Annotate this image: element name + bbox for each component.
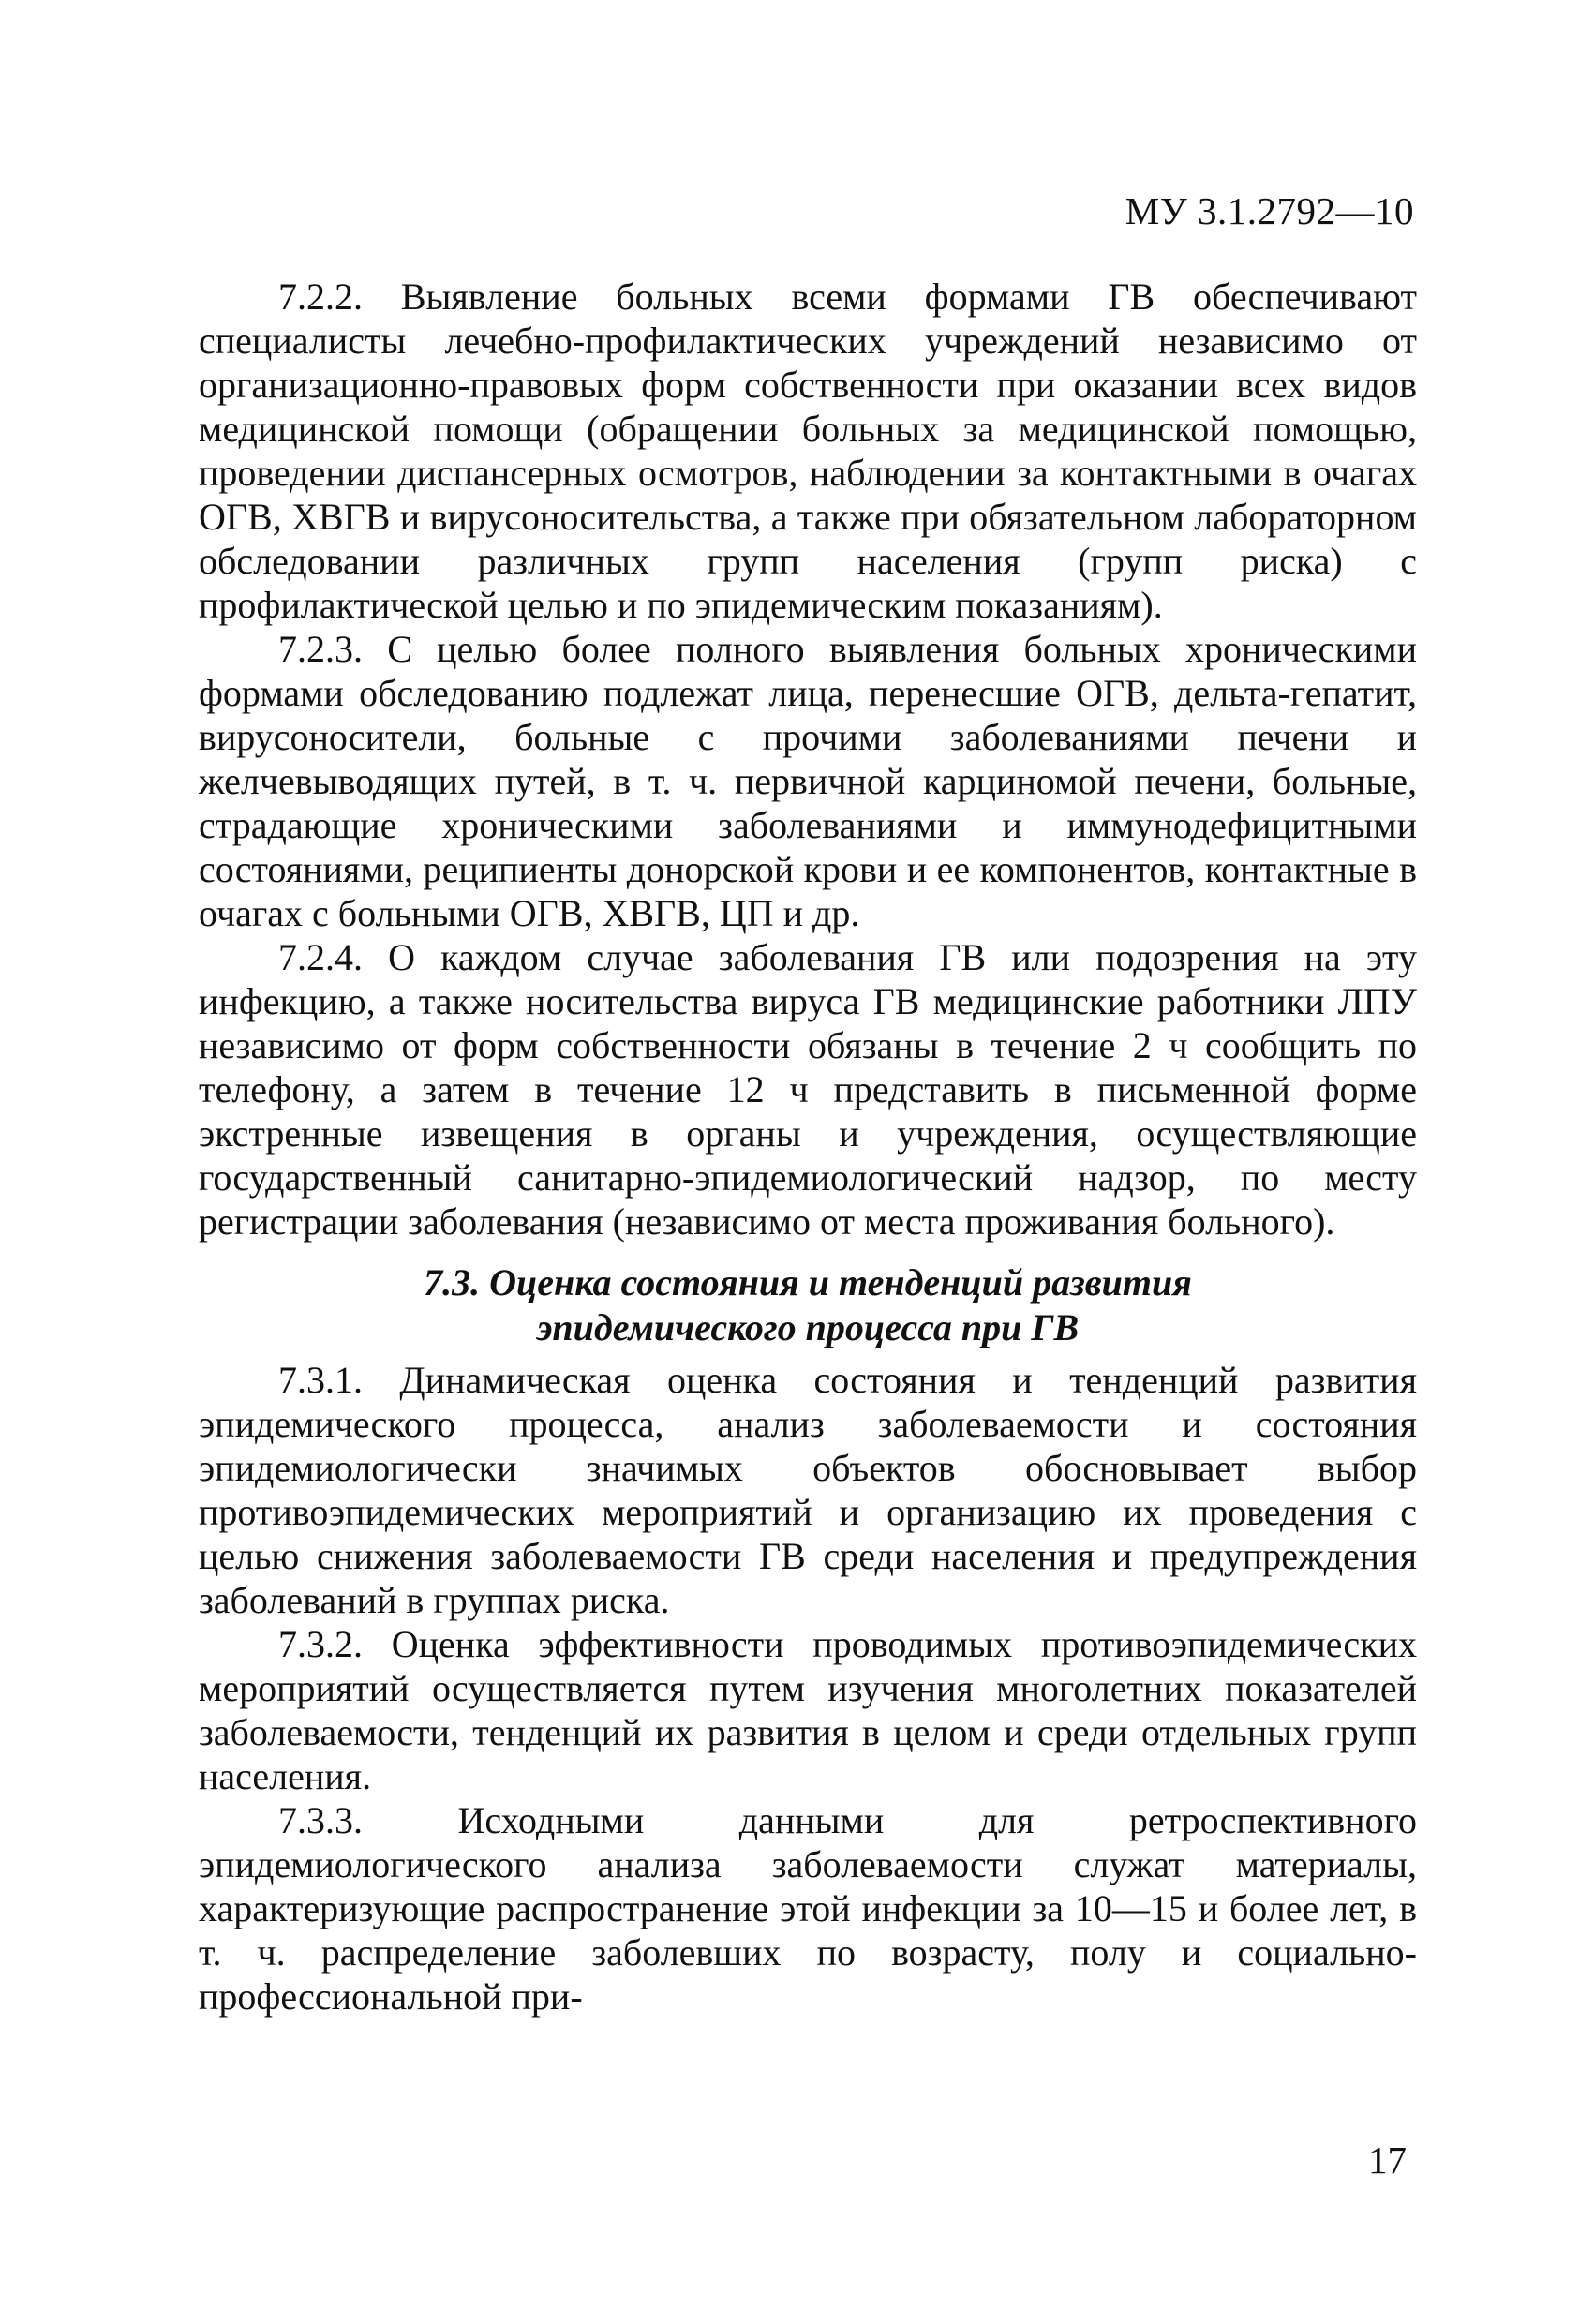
paragraph-7-3-2: 7.3.2. Оценка эффективности проводимых противоэпидемических мероприятий осуществляется путем изучения многолетних показателей заболеваемости, тенденций их развития в целом и среди отдельных групп населения.: [199, 1623, 1417, 1797]
paragraph-7-2-4: 7.2.4. О каждом случае заболевания ГВ или подозрения на эту инфекцию, а также носительства вируса ГВ медицинские работники ЛПУ независимо от форм собственности обязаны в течение 2 ч сообщить по телефону, а затем в течение 12 ч представить в письменной форме экстренные извещения в органы и учреждения, осуществляющие государственный санитарно-эпидемиологический надзор, по месту регистрации заболевания (независимо от места проживания больного).: [199, 936, 1417, 1243]
paragraph-7-2-2: 7.2.2. Выявление больных всеми формами ГВ обеспечивают специалисты лечебно-профилактических учреждений независимо от организационно-правовых форм собственности при оказании всех видов медицинской помощи (обращении больных за медицинской помощью, проведении диспансерных осмотров, наблюдении за контактными в очагах ОГВ, ХВГВ и вирусоносительства, а также при обязательном лабораторном обследовании различных групп населения (групп риска) с профилактической целью и по эпидемическим показаниям).: [199, 276, 1417, 626]
paragraph-7-2-3: 7.2.3. С целью более полного выявления больных хроническими формами обследованию подлежат лица, перенесшие ОГВ, дельта-гепатит, вирусоносители, больные с прочими заболеваниями печени и желчевыводящих путей, в т. ч. первичной карциномой печени, больные, страдающие хроническими заболеваниями и иммунодефицитными состояниями, реципиенты донорской крови и ее компонентов, контактные в очагах с больными ОГВ, ХВГВ, ЦП и др.: [199, 628, 1417, 934]
paragraph-7-3-1: 7.3.1. Динамическая оценка состояния и тенденций развития эпидемического процесса, анализ заболеваемости и состояния эпидемиологически значимых объектов обосновывает выбор противоэпидемических мероприятий и организацию их проведения с целью снижения заболеваемости ГВ среди населения и предупреждения заболеваний в группах риска.: [199, 1359, 1417, 1621]
document-body: [199, 275, 1417, 2019]
paragraph-7-3-3: 7.3.3. Исходными данными для ретроспективного эпидемиологического анализа заболеваемости служат материалы, характеризующие распространение этой инфекции за 10—15 и более лет, в т. ч. распределение заболевших по возрасту, полу и социально-профессиональной при-: [199, 1799, 1417, 2018]
section-heading-line-2: эпидемического процесса при ГВ: [536, 1306, 1080, 1348]
section-heading-7-3: [199, 1260, 1417, 1350]
section-heading-line-1: 7.3. Оценка состояния и тенденций развития: [424, 1261, 1192, 1304]
page-number: 17: [1368, 2138, 1407, 2182]
document-code: МУ 3.1.2792—10: [1125, 189, 1414, 232]
